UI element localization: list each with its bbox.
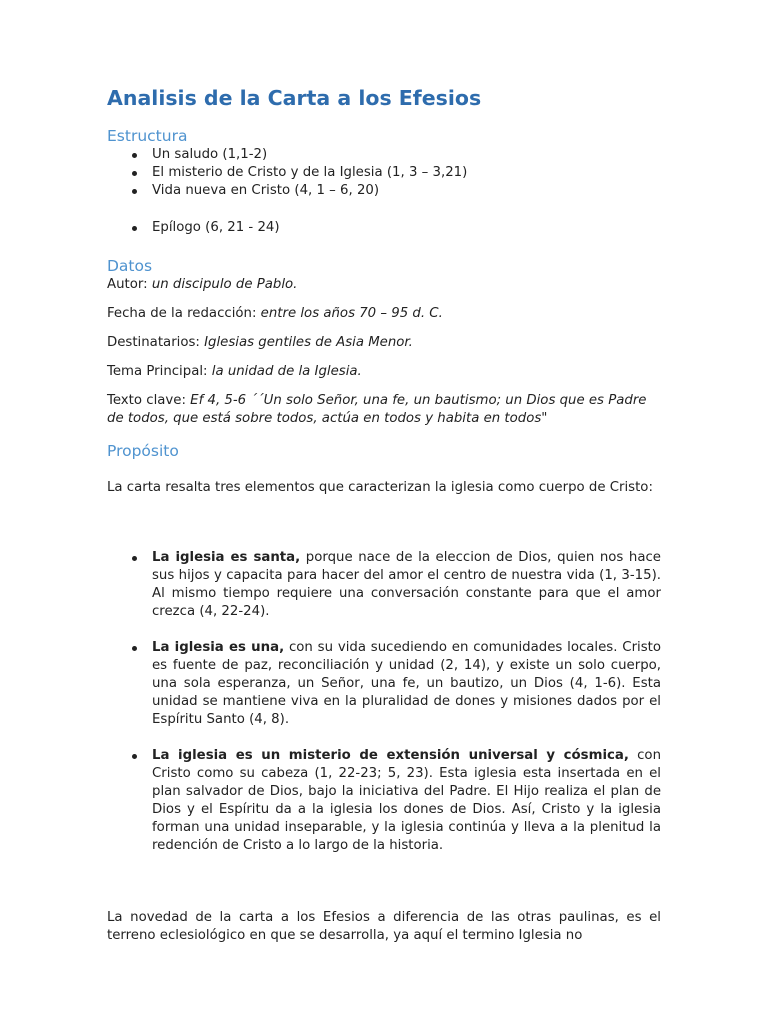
destinatarios-value: Iglesias gentiles de Asia Menor. bbox=[204, 335, 413, 350]
fecha-line bbox=[107, 305, 661, 323]
item-text: porque nace de la eleccion de Dios, quien nos hace sus hijos y capacita para hacer del amor el centro de nuestra vida (1, 3-15). Al mismo tiempo requiere una conversación constante para que el amor crezca (4, 22-24). bbox=[152, 550, 661, 619]
list-item: Un saludo (1,1-2) bbox=[107, 146, 661, 164]
epilogo-list bbox=[107, 219, 661, 237]
estructura-list bbox=[107, 146, 661, 200]
autor-label: Autor: bbox=[107, 277, 152, 292]
item-text: con su vida sucediendo en comunidades locales. Cristo es fuente de paz, reconciliación y unidad (2, 14), y existe un solo cuerpo, una sola esperanza, un Señor, una fe, un bautizo, un Dios (4, 1-6). Esta unidad se mantiene viva en la pluralidad de dones y misiones dados por el Espíritu Santo (4, 8). bbox=[152, 640, 662, 727]
item-bold: La iglesia es un misterio de extensión universal y cósmica, bbox=[152, 748, 629, 763]
datos-heading: Datos bbox=[107, 257, 153, 275]
list-item bbox=[107, 639, 661, 729]
list-item: Vida nueva en Cristo (4, 1 – 6, 20) bbox=[107, 182, 661, 200]
proposito-heading: Propósito bbox=[107, 442, 179, 460]
proposito-list bbox=[107, 549, 661, 855]
tema-value: la unidad de la Iglesia. bbox=[211, 364, 362, 379]
list-item: Epílogo (6, 21 - 24) bbox=[107, 219, 661, 237]
estructura-heading: Estructura bbox=[107, 127, 188, 145]
fecha-label: Fecha de la redacción: bbox=[107, 306, 261, 321]
texto-clave-label: Texto clave: bbox=[107, 393, 191, 408]
destinatarios-label: Destinatarios: bbox=[107, 335, 205, 350]
proposito-intro: La carta resalta tres elementos que caracterizan la iglesia como cuerpo de Cristo: bbox=[107, 480, 653, 495]
texto-clave-value: Ef 4, 5-6 ´´Un solo Señor, una fe, un bautismo; un Dios que es Padre de todos, que está sobre todos, actúa en todos y habita en todos" bbox=[107, 393, 647, 426]
item-bold: La iglesia es una, bbox=[152, 640, 285, 655]
item-bold: La iglesia es santa, bbox=[152, 550, 301, 565]
document-title: Analisis de la Carta a los Efesios bbox=[107, 86, 482, 110]
document-page bbox=[107, 84, 661, 945]
closing-paragraph: La novedad de la carta a los Efesios a diferencia de las otras paulinas, es el terreno eclesiológico en que se desarrolla, ya aquí el termino Iglesia no bbox=[107, 910, 661, 943]
autor-line bbox=[107, 276, 661, 294]
autor-value: un discipulo de Pablo. bbox=[151, 277, 298, 292]
item-text: con Cristo como su cabeza (1, 22-23; 5, 23). Esta iglesia esta insertada en el plan salvador de Dios, bajo la iniciativa del Padre. El Hijo realiza el plan de Dios y el Espíritu da a la iglesia los dones de Dios. Así, Cristo y la iglesia forman una unidad inseparable, y la iglesia continúa y lleva a la plenitud la redención de Cristo a lo largo de la historia. bbox=[152, 748, 661, 853]
destinatarios-line bbox=[107, 334, 661, 352]
texto-clave-line bbox=[107, 392, 661, 428]
list-item bbox=[107, 747, 661, 855]
tema-label: Tema Principal: bbox=[107, 364, 212, 379]
list-item bbox=[107, 549, 661, 621]
list-item: El misterio de Cristo y de la Iglesia (1, 3 – 3,21) bbox=[107, 164, 661, 182]
fecha-value: entre los años 70 – 95 d. C. bbox=[260, 306, 443, 321]
tema-line bbox=[107, 363, 661, 381]
